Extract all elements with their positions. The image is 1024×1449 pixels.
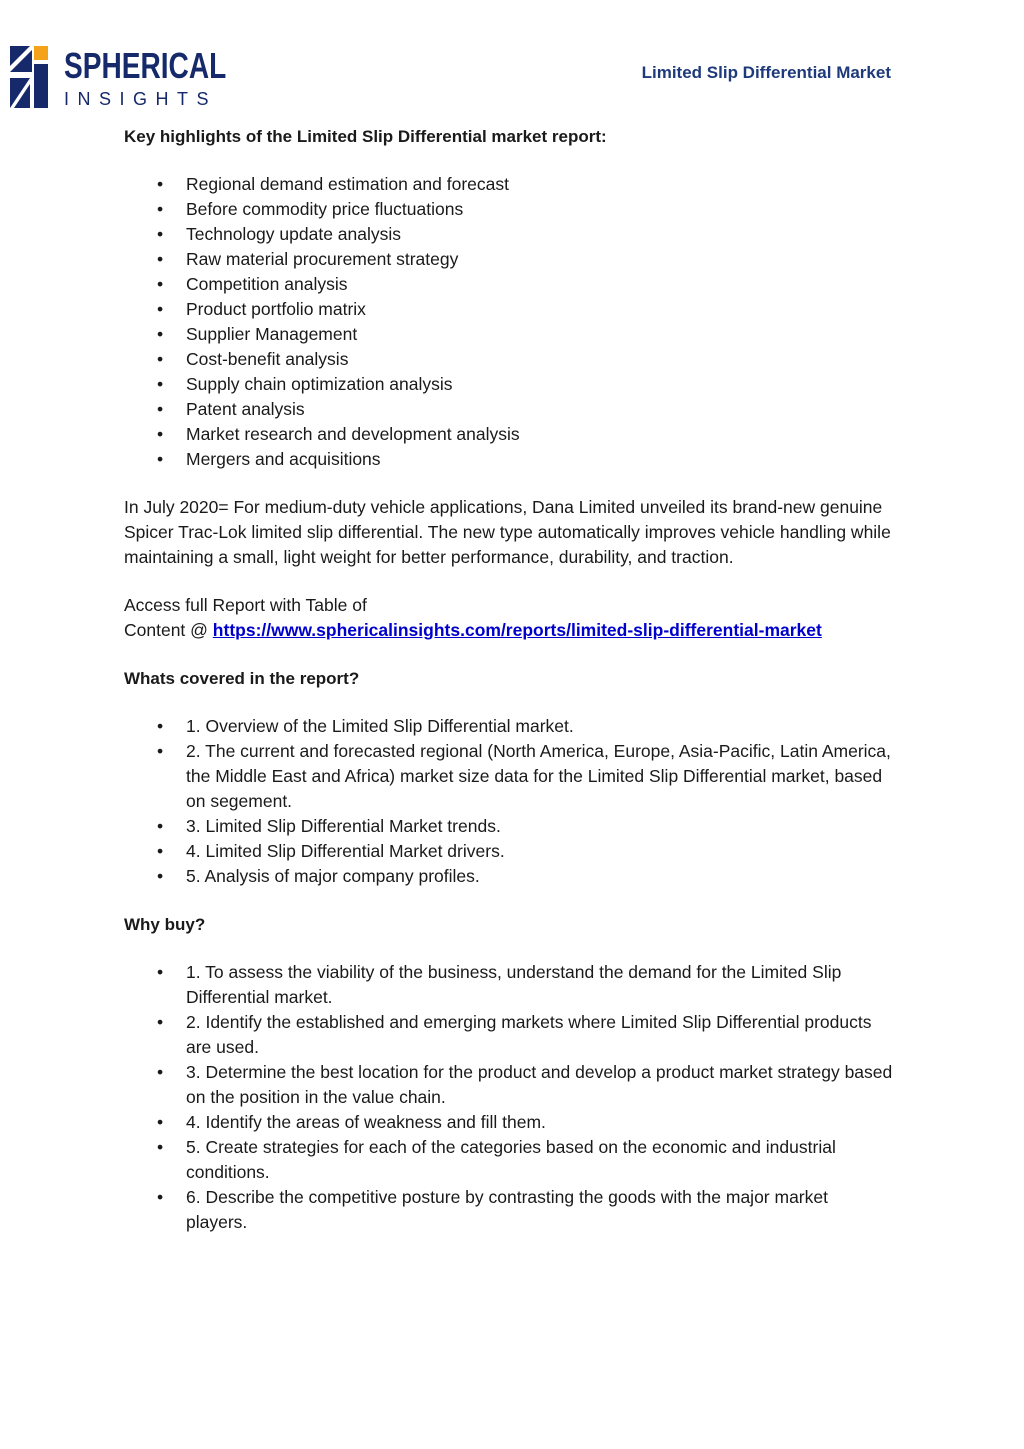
logo-brand-text: SPHERICAL	[64, 45, 227, 86]
why-buy-list	[124, 960, 894, 1235]
list-item: • Product portfolio matrix	[157, 299, 366, 319]
list-item: • 5. Create strategies for each of the categories based on the economic and industrial conditions.	[157, 1137, 836, 1182]
list-item: • 6. Describe the competitive posture by contrasting the goods with the major market players.	[157, 1187, 828, 1232]
company-logo	[8, 44, 227, 114]
access-line-1: Access full Report with Table of	[124, 595, 367, 615]
section-heading-why-buy: Why buy?	[124, 915, 206, 934]
list-item: • Regional demand estimation and forecast	[157, 174, 509, 194]
list-item: • 3. Determine the best location for the product and develop a product market strategy based on the position in the value chain.	[157, 1062, 893, 1107]
list-item: • 2. The current and forecasted regional (North America, Europe, Asia-Pacific, Latin America, the Middle East and Africa) market size data for the Limited Slip Differential market, based on segement.	[157, 741, 891, 811]
list-item: • Before commodity price fluctuations	[157, 199, 464, 219]
news-paragraph: In July 2020= For medium-duty vehicle applications, Dana Limited unveiled its brand-new genuine Spicer Trac-Lok limited slip differential. The new type automatically improves vehicle handling while maintaining a small, light weight for better performance, durability, and traction.	[124, 497, 891, 567]
logo-sub-text: INSIGHTS	[64, 89, 218, 109]
list-item: • Technology update analysis	[157, 224, 402, 244]
list-item: • 4. Limited Slip Differential Market drivers.	[157, 841, 505, 861]
list-item: • 1. To assess the viability of the business, understand the demand for the Limited Slip Differential market.	[157, 962, 842, 1007]
list-item: • Competition analysis	[157, 274, 348, 294]
section-heading-highlights: Key highlights of the Limited Slip Differential market report:	[124, 127, 607, 146]
highlights-list	[124, 172, 894, 472]
list-item: • Raw material procurement strategy	[157, 249, 459, 269]
list-item: • 2. Identify the established and emerging markets where Limited Slip Differential products are used.	[157, 1012, 872, 1057]
access-prefix: Content @	[124, 620, 213, 640]
list-item: • 5. Analysis of major company profiles.	[157, 866, 480, 886]
list-item: • Cost-benefit analysis	[157, 349, 349, 369]
list-item: • 1. Overview of the Limited Slip Differential market.	[157, 716, 574, 736]
list-item: • Supplier Management	[157, 324, 358, 344]
report-link[interactable]: https://www.sphericalinsights.com/reports/limited-slip-differential-market	[212, 620, 822, 640]
list-item: • Market research and development analysis	[157, 424, 520, 444]
section-heading-covered: Whats covered in the report?	[124, 669, 360, 688]
list-item: • Supply chain optimization analysis	[157, 374, 453, 394]
access-line-2	[124, 618, 894, 643]
list-item: • 4. Identify the areas of weakness and fill them.	[157, 1112, 546, 1132]
header-title: Limited Slip Differential Market	[641, 63, 891, 82]
list-item: • Mergers and acquisitions	[157, 449, 381, 469]
logo-mark-icon	[8, 44, 58, 110]
list-item: • 3. Limited Slip Differential Market trends.	[157, 816, 501, 836]
document-body	[124, 124, 894, 1235]
covered-list	[124, 714, 894, 889]
list-item: • Patent analysis	[157, 399, 305, 419]
